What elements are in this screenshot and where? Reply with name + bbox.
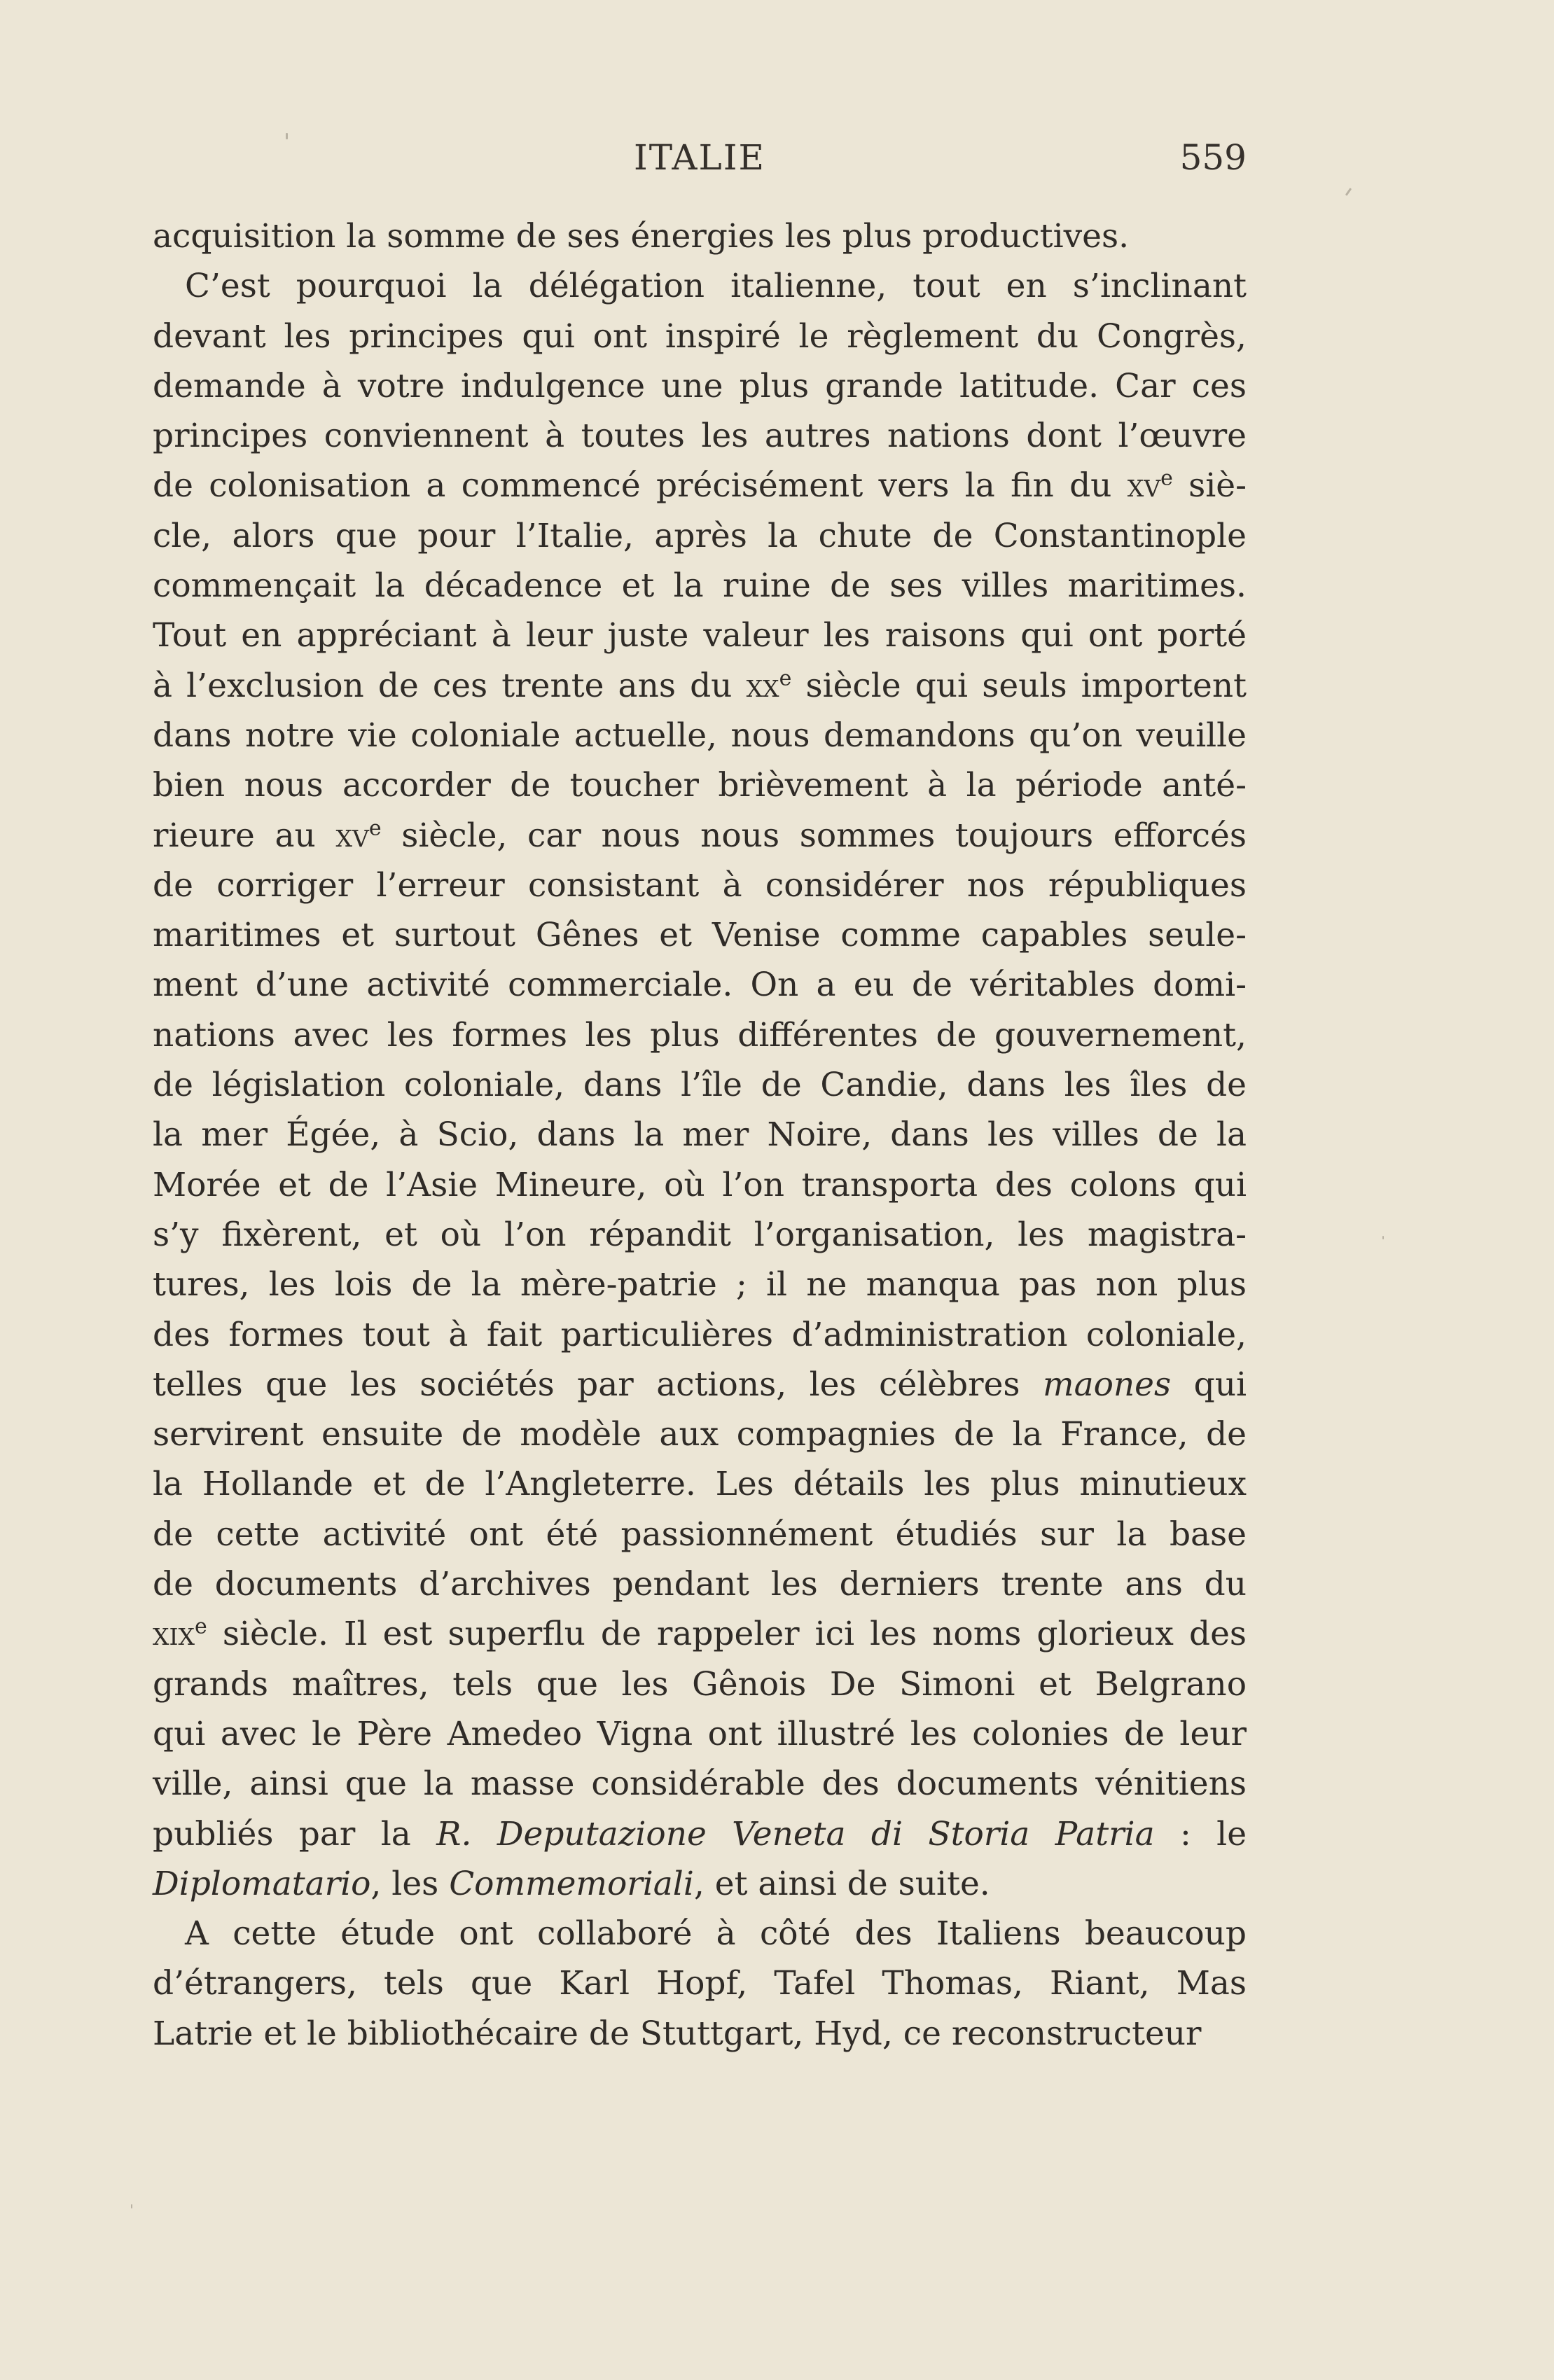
text-run: des formes tout à fait particulières d’administration coloniale, — [153, 1315, 1247, 1354]
text-run: , et ainsi de suite. — [693, 1864, 990, 1903]
text-run: à l’exclusion de ces trente ans du — [153, 666, 747, 705]
text-line — [153, 1709, 1247, 1759]
text-run: , les — [370, 1864, 450, 1903]
text-run: siècle, car nous nous sommes toujours efforcés — [381, 816, 1247, 855]
text-line — [153, 1410, 1247, 1459]
italic-text: R. Deputazione Veneta di Storia Patria — [436, 1814, 1155, 1853]
text-run: devant les principes qui ont inspiré le règlement du Congrès, — [153, 316, 1247, 356]
text-run: la mer Égée, à Scio, dans la mer Noire, dans les villes de la — [153, 1115, 1247, 1155]
text-run: C’est pourquoi la délégation italienne, tout en s’inclinant — [185, 267, 1247, 306]
running-header — [153, 133, 1247, 182]
text-line — [153, 1609, 1247, 1659]
text-run: de corriger l’erreur consistant à considérer nos républiques — [153, 865, 1247, 905]
text-run: Tout en appréciant à leur juste valeur les raisons qui ont porté — [153, 616, 1247, 655]
superscript: e — [195, 1614, 207, 1639]
text-line — [153, 1310, 1247, 1360]
text-run: siè- — [1172, 466, 1247, 506]
text-line — [153, 1510, 1247, 1559]
text-run: publiés par la — [153, 1814, 437, 1853]
text-line — [153, 1859, 1247, 1909]
text-run: de législation coloniale, dans l’île de Candie, dans les îles de — [153, 1066, 1247, 1105]
text-line — [153, 1809, 1247, 1859]
text-run: cle, alors que pour l’Italie, après la chute de Constantinople — [153, 516, 1247, 555]
italic-text: maones — [1043, 1365, 1172, 1404]
text-line — [153, 1260, 1247, 1309]
text-run: servirent ensuite de modèle aux compagnies de la France, de — [153, 1415, 1247, 1454]
text-line — [153, 960, 1247, 1010]
text-run: de colonisation a commencé précisément vers la fin du — [153, 466, 1128, 506]
page-number: 559 — [1179, 137, 1247, 178]
text-run: commençait la décadence et la ruine de ses villes maritimes. — [153, 566, 1247, 606]
text-run: A cette étude ont collaboré à côté des Italiens beaucoup — [185, 1914, 1247, 1954]
text-run: Latrie et le bibliothécaire de Stuttgart, Hyd, ce reconstructeur — [153, 2014, 1202, 2053]
paper-speck — [1382, 1236, 1384, 1239]
text-run: nations avec les formes les plus différentes de gouvernement, — [153, 1015, 1247, 1055]
roman-numeral: xx — [746, 666, 779, 705]
text-run: la Hollande et de l’Angleterre. Les détails les plus minutieux — [153, 1465, 1247, 1504]
text-run: siècle. Il est superflu de rappeler ici les noms glorieux des — [207, 1615, 1247, 1654]
text-line — [153, 1958, 1247, 2008]
text-run: : le — [1154, 1814, 1247, 1853]
text-line — [153, 361, 1247, 411]
text-line — [153, 1360, 1247, 1410]
text-line — [153, 1160, 1247, 1210]
superscript: e — [368, 815, 382, 840]
superscript: e — [1160, 466, 1173, 491]
text-line — [153, 811, 1247, 861]
paper-speck — [1345, 188, 1352, 196]
text-line — [153, 1010, 1247, 1060]
text-line — [153, 861, 1247, 910]
text-line — [153, 1060, 1247, 1110]
text-line — [153, 461, 1247, 510]
roman-numeral: xv — [1127, 466, 1161, 506]
text-line — [153, 211, 1247, 261]
text-run: principes conviennent à toutes les autres nations dont l’œuvre — [153, 417, 1247, 456]
text-run: Morée et de l’Asie Mineure, où l’on transporta des colons qui — [153, 1165, 1247, 1204]
text-line — [153, 1110, 1247, 1160]
text-line — [153, 1459, 1247, 1509]
text-run: maritimes et surtout Gênes et Venise comme capables seule- — [153, 916, 1247, 955]
text-run: ville, ainsi que la masse considérable des documents vénitiens — [153, 1765, 1247, 1804]
text-line — [153, 760, 1247, 810]
text-line — [153, 312, 1247, 361]
text-line — [153, 1759, 1247, 1809]
text-line — [153, 910, 1247, 960]
text-run: de cette activité ont été passionnément étudiés sur la base — [153, 1515, 1247, 1554]
roman-numeral: xv — [335, 816, 369, 855]
text-line — [153, 261, 1247, 311]
text-line — [153, 1559, 1247, 1609]
text-line — [153, 2009, 1247, 2059]
text-line — [153, 1909, 1247, 1958]
text-run: tures, les lois de la mère-patrie ; il ne manqua pas non plus — [153, 1265, 1247, 1304]
text-run: telles que les sociétés par actions, les célèbres — [153, 1365, 1043, 1404]
text-run: dans notre vie coloniale actuelle, nous demandons qu’on veuille — [153, 716, 1247, 755]
italic-text: Diplomatario — [153, 1864, 371, 1903]
text-line — [153, 411, 1247, 461]
text-line — [153, 1210, 1247, 1260]
paper-speck — [131, 2204, 132, 2208]
roman-numeral: xix — [153, 1615, 195, 1654]
text-run: grands maîtres, tels que les Gênois De Simoni et Belgrano — [153, 1664, 1247, 1704]
running-title: ITALIE — [634, 137, 765, 178]
text-run: de documents d’archives pendant les derniers trente ans du — [153, 1565, 1247, 1604]
text-run: bien nous accorder de toucher brièvement à la période anté- — [153, 766, 1247, 805]
superscript: e — [779, 666, 792, 691]
text-line — [153, 611, 1247, 660]
text-run: s’y fixèrent, et où l’on répandit l’organisation, les magistra- — [153, 1215, 1247, 1254]
text-run: ment d’une activité commerciale. On a eu de véritables domi- — [153, 966, 1247, 1005]
text-run: d’étrangers, tels que Karl Hopf, Tafel Thomas, Riant, Mas — [153, 1964, 1247, 2003]
text-run: qui avec le Père Amedeo Vigna ont illustré les colonies de leur — [153, 1714, 1247, 1753]
italic-text: Commemoriali — [449, 1864, 694, 1903]
text-line — [153, 561, 1247, 611]
text-run: siècle qui seuls importent — [791, 666, 1247, 705]
text-run: demande à votre indulgence une plus grande latitude. Car ces — [153, 366, 1247, 405]
text-line — [153, 661, 1247, 711]
text-line — [153, 1659, 1247, 1709]
text-run: acquisition la somme de ses énergies les plus productives. — [153, 217, 1130, 256]
text-line — [153, 511, 1247, 561]
body-text — [153, 211, 1247, 2059]
text-run: qui — [1171, 1365, 1247, 1404]
text-run: rieure au — [153, 816, 336, 855]
text-line — [153, 711, 1247, 760]
paper-speck — [286, 133, 288, 139]
